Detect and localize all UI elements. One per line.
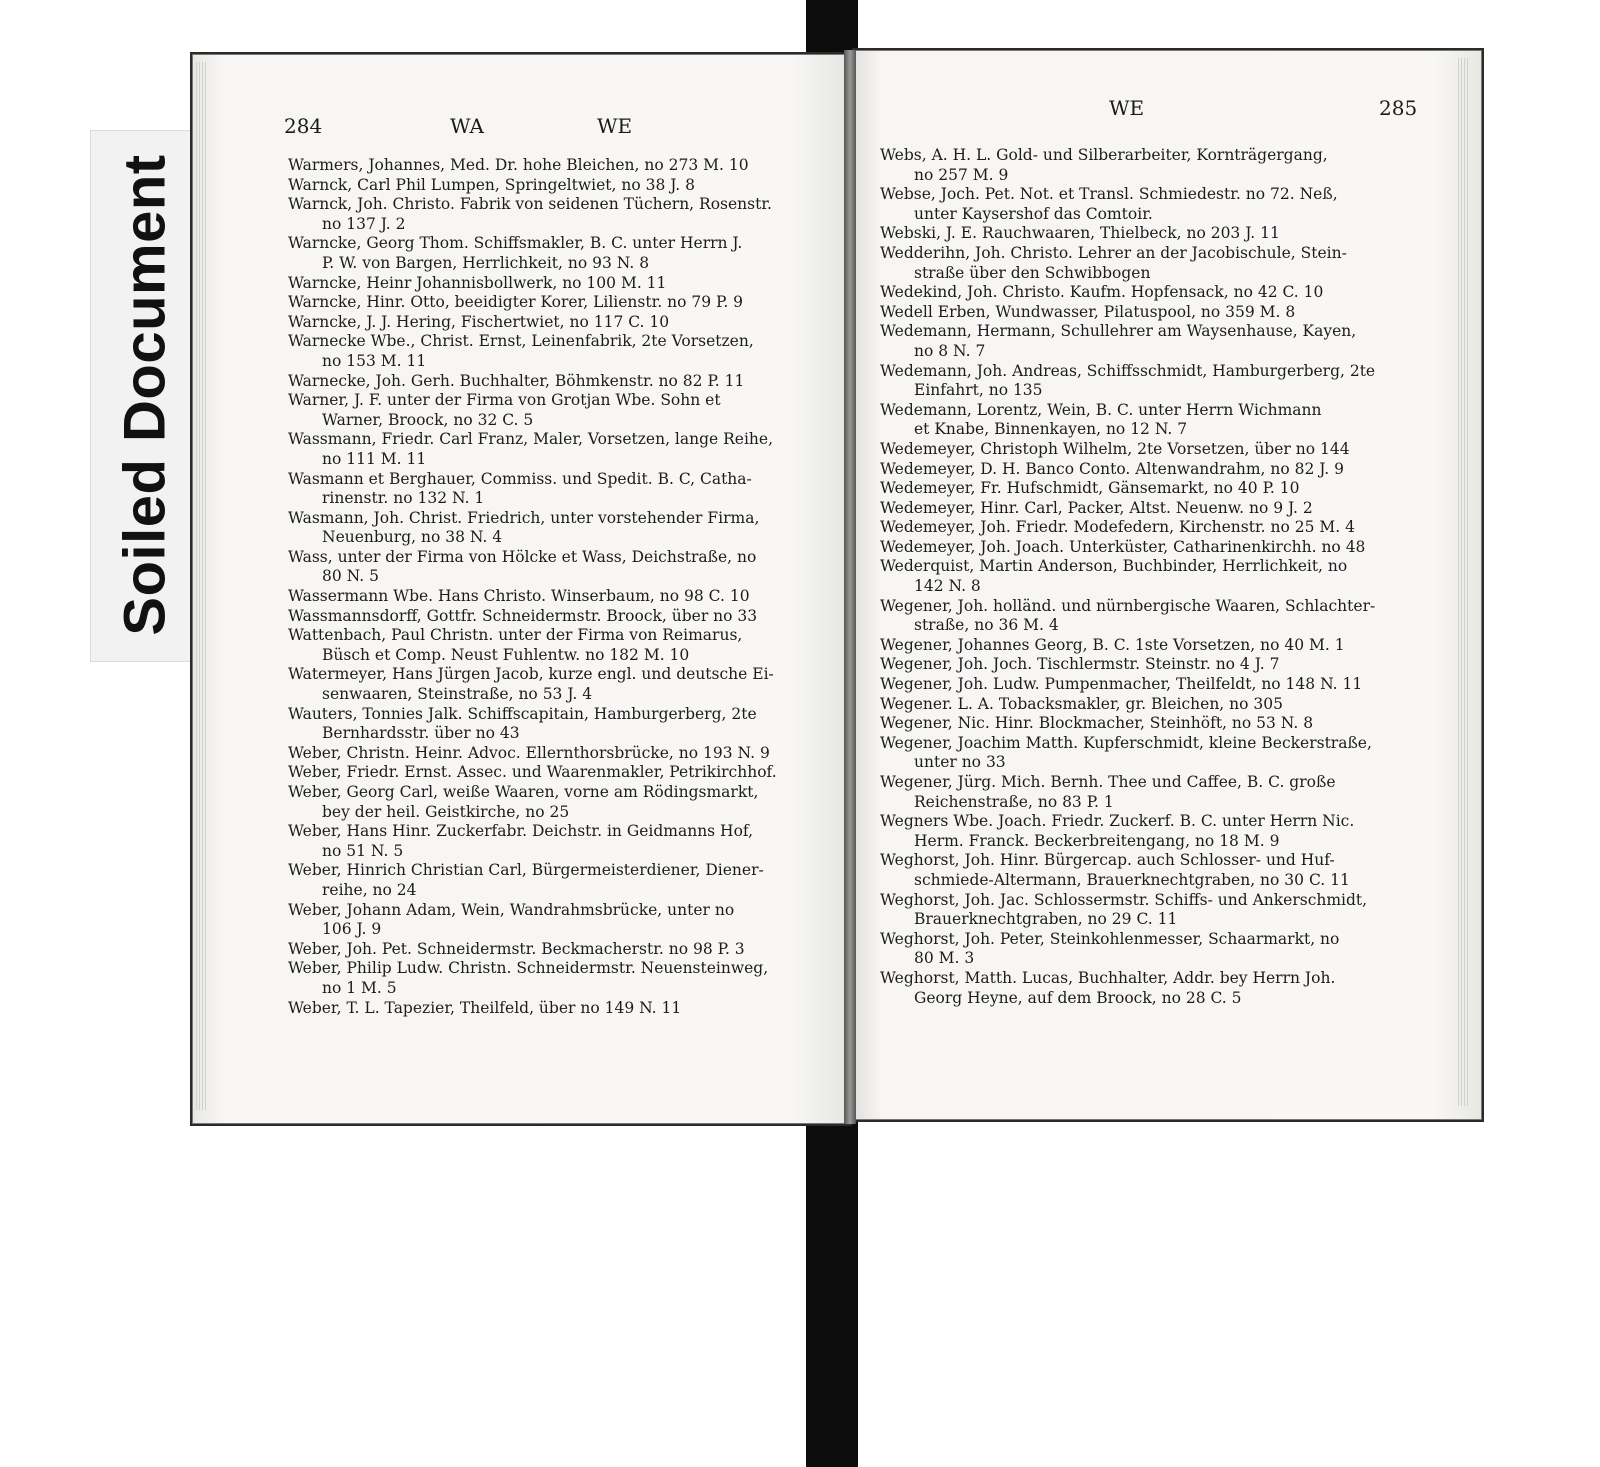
entry-line: Warner, J. F. unter der Firma von Grotjan Wbe. Sohn et xyxy=(288,391,721,410)
directory-entry xyxy=(880,518,1375,538)
soiled-document-label: Soiled Document xyxy=(112,154,178,636)
entry-line: Einfahrt, no 135 xyxy=(914,381,1043,400)
right-page xyxy=(852,48,1484,1122)
entry-line: Weber, Christn. Heinr. Advoc. Ellernthorsbrücke, no 193 N. 9 xyxy=(288,743,770,762)
entry-line: Wedemann, Joh. Andreas, Schiffsschmidt, Hamburgerberg, 2te xyxy=(880,361,1376,380)
directory-entry xyxy=(880,557,1375,596)
directory-entry xyxy=(288,940,777,960)
entry-line: Wegener, Johannes Georg, B. C. 1ste Vorsetzen, no 40 M. 1 xyxy=(880,635,1345,654)
left-page-edges xyxy=(196,62,208,1110)
entry-line: Warnck, Joh. Christo. Fabrik von seidenen Tüchern, Rosenstr. xyxy=(288,195,772,214)
entry-line: no 257 M. 9 xyxy=(914,165,1009,184)
entry-line: rinenstr. no 132 N. 1 xyxy=(322,489,485,508)
directory-entry xyxy=(880,891,1375,930)
directory-entry xyxy=(880,930,1375,969)
directory-entry xyxy=(880,636,1375,656)
directory-entry xyxy=(880,538,1375,558)
entry-line: Wedemeyer, Joh. Joach. Unterküster, Catharinenkirchh. no 48 xyxy=(880,537,1366,556)
entry-line: Brauerknechtgraben, no 29 C. 11 xyxy=(914,910,1178,929)
entry-line: straße über den Schwibbogen xyxy=(914,263,1151,282)
directory-entry xyxy=(288,332,777,371)
entry-line: no 1 M. 5 xyxy=(322,978,397,997)
entry-line: Herm. Franck. Beckerbreitengang, no 18 M. 9 xyxy=(914,831,1280,850)
entry-line: Webse, Joch. Pet. Not. et Transl. Schmiedestr. no 72. Neß, xyxy=(880,185,1338,204)
directory-entry xyxy=(880,362,1375,401)
entry-line: Wedemeyer, Fr. Hufschmidt, Gänsemarkt, no 40 P. 10 xyxy=(880,479,1300,498)
entry-line: Wegener, Nic. Hinr. Blockmacher, Steinhöft, no 53 N. 8 xyxy=(880,714,1314,733)
directory-entry xyxy=(288,176,777,196)
directory-entry xyxy=(880,597,1375,636)
entry-line: Wegener, Joh. holländ. und nürnbergische Waaren, Schlachter- xyxy=(880,596,1376,615)
entry-line: no 137 J. 2 xyxy=(322,214,406,233)
right-entry-list xyxy=(880,146,1375,1008)
entry-line: Warncke, Hinr. Otto, beeidigter Korer, Lilienstr. no 79 P. 9 xyxy=(288,293,744,312)
entry-line: no 8 N. 7 xyxy=(914,341,986,360)
entry-line: Wegener, Joh. Joch. Tischlermstr. Steinstr. no 4 J. 7 xyxy=(880,655,1280,674)
entry-line: Wegners Wbe. Joach. Friedr. Zuckerf. B. C. unter Herrn Nic. xyxy=(880,812,1355,831)
entry-line: Weber, Friedr. Ernst. Assec. und Waarenmakler, Petrikirchhof. xyxy=(288,763,777,782)
entry-line: straße, no 36 M. 4 xyxy=(914,616,1059,635)
entry-line: Reichenstraße, no 83 P. 1 xyxy=(914,792,1114,811)
directory-entry xyxy=(880,322,1375,361)
directory-entry xyxy=(880,479,1375,499)
directory-entry xyxy=(288,293,777,313)
entry-line: Wegener, Joachim Matth. Kupferschmidt, kleine Beckerstraße, xyxy=(880,733,1372,752)
entry-line: Warner, Broock, no 32 C. 5 xyxy=(322,410,534,429)
entry-line: Weber, T. L. Tapezier, Theilfeld, über no 149 N. 11 xyxy=(288,998,682,1017)
entry-line: Wass, unter der Firma von Hölcke et Wass, Deichstraße, no xyxy=(288,547,757,566)
directory-entry xyxy=(880,283,1375,303)
entry-line: Wassermann Wbe. Hans Christo. Winserbaum, no 98 C. 10 xyxy=(288,587,750,606)
entry-line: Warmers, Johannes, Med. Dr. hohe Bleichen, no 273 M. 10 xyxy=(288,156,749,174)
left-entry-list xyxy=(288,156,777,1018)
directory-entry xyxy=(880,401,1375,440)
directory-entry xyxy=(880,734,1375,773)
entry-line: unter no 33 xyxy=(914,753,1006,772)
entry-line: Wassmannsdorff, Gottfr. Schneidermstr. Broock, über no 33 xyxy=(288,606,758,625)
directory-entry xyxy=(880,244,1375,283)
entry-line: Warnecke Wbe., Christ. Ernst, Leinenfabrik, 2te Vorsetzen, xyxy=(288,332,754,351)
entry-line: Warnck, Carl Phil Lumpen, Springeltwiet, no 38 J. 8 xyxy=(288,175,695,194)
entry-line: Wedekind, Joh. Christo. Kaufm. Hopfensack, no 42 C. 10 xyxy=(880,283,1324,302)
entry-line: Bernhardsstr. über no 43 xyxy=(322,724,520,743)
entry-line: Wederquist, Martin Anderson, Buchbinder, Herrlichkeit, no xyxy=(880,557,1348,576)
entry-line: reihe, no 24 xyxy=(322,880,417,899)
left-page-heading-wa: WA xyxy=(450,114,485,138)
entry-line: Wedemeyer, Hinr. Carl, Packer, Altst. Neuenw. no 9 J. 2 xyxy=(880,498,1313,517)
directory-entry xyxy=(880,714,1375,734)
entry-line: no 153 M. 11 xyxy=(322,351,427,370)
directory-entry xyxy=(880,695,1375,715)
directory-entry xyxy=(288,607,777,627)
left-page-heading-we: WE xyxy=(597,114,633,138)
entry-line: Weghorst, Joh. Peter, Steinkohlenmesser, Schaarmarkt, no xyxy=(880,929,1340,948)
directory-entry xyxy=(288,626,777,665)
entry-line: senwaaren, Steinstraße, no 53 J. 4 xyxy=(322,685,593,704)
entry-line: Webs, A. H. L. Gold- und Silberarbeiter, Kornträgergang, xyxy=(880,146,1328,164)
directory-entry xyxy=(288,313,777,333)
entry-line: unter Kaysershof das Comtoir. xyxy=(914,204,1153,223)
entry-line: 80 N. 5 xyxy=(322,567,379,586)
entry-line: Watermeyer, Hans Jürgen Jacob, kurze engl. und deutsche Ei- xyxy=(288,665,774,684)
entry-line: Weghorst, Joh. Hinr. Bürgercap. auch Schlosser- und Huf- xyxy=(880,851,1335,870)
entry-line: P. W. von Bargen, Herrlichkeit, no 93 N. 8 xyxy=(322,253,650,272)
directory-entry xyxy=(288,744,777,764)
directory-entry xyxy=(288,548,777,587)
directory-entry xyxy=(288,587,777,607)
directory-entry xyxy=(288,999,777,1019)
entry-line: Weber, Georg Carl, weiße Waaren, vorne am Rödingsmarkt, xyxy=(288,783,759,801)
entry-line: Wegener, Jürg. Mich. Bernh. Thee und Caffee, B. C. große xyxy=(880,773,1336,791)
entry-line: bey der heil. Geistkirche, no 25 xyxy=(322,802,570,821)
entry-line: no 51 N. 5 xyxy=(322,841,404,860)
entry-line: schmiede-Altermann, Brauerknechtgraben, no 30 C. 11 xyxy=(914,870,1350,889)
entry-line: Weghorst, Matth. Lucas, Buchhalter, Addr. bey Herrn Joh. xyxy=(880,968,1336,987)
directory-entry xyxy=(288,195,777,234)
directory-entry xyxy=(288,901,777,940)
directory-entry xyxy=(880,675,1375,695)
directory-entry xyxy=(880,224,1375,244)
directory-entry xyxy=(288,372,777,392)
directory-entry xyxy=(288,959,777,998)
entry-line: Wauters, Tonnies Jalk. Schiffscapitain, Hamburgerberg, 2te xyxy=(288,704,757,723)
right-page-edges xyxy=(1458,58,1470,1106)
right-page-number: 285 xyxy=(1379,96,1418,120)
entry-line: Wedemann, Hermann, Schullehrer am Waysenhause, Kayen, xyxy=(880,322,1357,341)
directory-entry xyxy=(288,783,777,822)
directory-entry xyxy=(288,705,777,744)
entry-line: Weber, Joh. Pet. Schneidermstr. Beckmacherstr. no 98 P. 3 xyxy=(288,939,745,958)
directory-entry xyxy=(288,156,777,176)
entry-line: Wassmann, Friedr. Carl Franz, Maler, Vorsetzen, lange Reihe, xyxy=(288,430,774,449)
right-page-heading-we: WE xyxy=(1109,96,1145,120)
entry-line: et Knabe, Binnenkayen, no 12 N. 7 xyxy=(914,420,1188,439)
entry-line: Büsch et Comp. Neust Fuhlentw. no 182 M. 10 xyxy=(322,645,690,664)
entry-line: Wedemeyer, Joh. Friedr. Modefedern, Kirchenstr. no 25 M. 4 xyxy=(880,518,1355,537)
entry-line: Wedemeyer, D. H. Banco Conto. Altenwandrahm, no 82 J. 9 xyxy=(880,459,1345,478)
entry-line: Weber, Hinrich Christian Carl, Bürgermeisterdiener, Diener- xyxy=(288,861,764,880)
entry-line: Wasmann et Berghauer, Commiss. und Spedit. B. C, Catha- xyxy=(288,469,752,488)
directory-entry xyxy=(288,822,777,861)
directory-entry xyxy=(880,969,1375,1008)
left-page-number: 284 xyxy=(284,114,323,138)
left-page xyxy=(190,52,852,1126)
entry-line: Webski, J. E. Rauchwaaren, Thielbeck, no 203 J. 11 xyxy=(880,224,1280,243)
directory-entry xyxy=(288,861,777,900)
entry-line: Wegener, Joh. Ludw. Pumpenmacher, Theilfeldt, no 148 N. 11 xyxy=(880,675,1363,694)
directory-entry xyxy=(880,303,1375,323)
directory-entry xyxy=(880,773,1375,812)
directory-entry xyxy=(880,851,1375,890)
entry-line: Wasmann, Joh. Christ. Friedrich, unter vorstehender Firma, xyxy=(288,508,760,527)
directory-entry xyxy=(288,274,777,294)
entry-line: Wedemann, Lorentz, Wein, B. C. unter Herrn Wichmann xyxy=(880,400,1322,419)
directory-entry xyxy=(288,509,777,548)
entry-line: no 111 M. 11 xyxy=(322,449,427,468)
entry-line: Warncke, Georg Thom. Schiffsmakler, B. C. unter Herrn J. xyxy=(288,234,743,253)
entry-line: Wegener. L. A. Tobacksmakler, gr. Bleichen, no 305 xyxy=(880,694,1283,713)
directory-entry xyxy=(288,470,777,509)
entry-line: Warnecke, Joh. Gerh. Buchhalter, Böhmkenstr. no 82 P. 11 xyxy=(288,371,745,390)
directory-entry xyxy=(880,440,1375,460)
directory-entry xyxy=(880,499,1375,519)
entry-line: 106 J. 9 xyxy=(322,920,382,939)
entry-line: Georg Heyne, auf dem Broock, no 28 C. 5 xyxy=(914,988,1242,1007)
entry-line: Weber, Hans Hinr. Zuckerfabr. Deichstr. in Geidmanns Hof, xyxy=(288,822,754,841)
directory-entry xyxy=(880,655,1375,675)
entry-line: Wattenbach, Paul Christn. unter der Firma von Reimarus, xyxy=(288,626,743,645)
directory-entry xyxy=(880,460,1375,480)
entry-line: Warncke, J. J. Hering, Fischertwiet, no 117 C. 10 xyxy=(288,312,670,331)
directory-entry xyxy=(288,665,777,704)
directory-entry xyxy=(880,185,1375,224)
book-gutter xyxy=(844,50,856,1124)
entry-line: 142 N. 8 xyxy=(914,577,981,596)
directory-entry xyxy=(288,430,777,469)
entry-line: Warncke, Heinr Johannisbollwerk, no 100 M. 11 xyxy=(288,273,667,292)
entry-line: 80 M. 3 xyxy=(914,949,975,968)
directory-entry xyxy=(880,146,1375,185)
open-book xyxy=(190,44,1482,1126)
entry-line: Weber, Philip Ludw. Christn. Schneidermstr. Neuensteinweg, xyxy=(288,959,769,978)
bookmark-ribbon-bottom xyxy=(806,1120,858,1467)
entry-line: Wedemeyer, Christoph Wilhelm, 2te Vorsetzen, über no 144 xyxy=(880,439,1350,458)
entry-line: Weghorst, Joh. Jac. Schlossermstr. Schiffs- und Ankerschmidt, xyxy=(880,890,1368,909)
entry-line: Wedell Erben, Wundwasser, Pilatuspool, no 359 M. 8 xyxy=(880,302,1296,321)
entry-line: Neuenburg, no 38 N. 4 xyxy=(322,528,503,547)
entry-line: Weber, Johann Adam, Wein, Wandrahmsbrücke, unter no xyxy=(288,900,735,919)
directory-entry xyxy=(288,763,777,783)
directory-entry xyxy=(288,234,777,273)
directory-entry xyxy=(288,391,777,430)
directory-entry xyxy=(880,812,1375,851)
entry-line: Wedderihn, Joh. Christo. Lehrer an der Jacobischule, Stein- xyxy=(880,243,1347,262)
